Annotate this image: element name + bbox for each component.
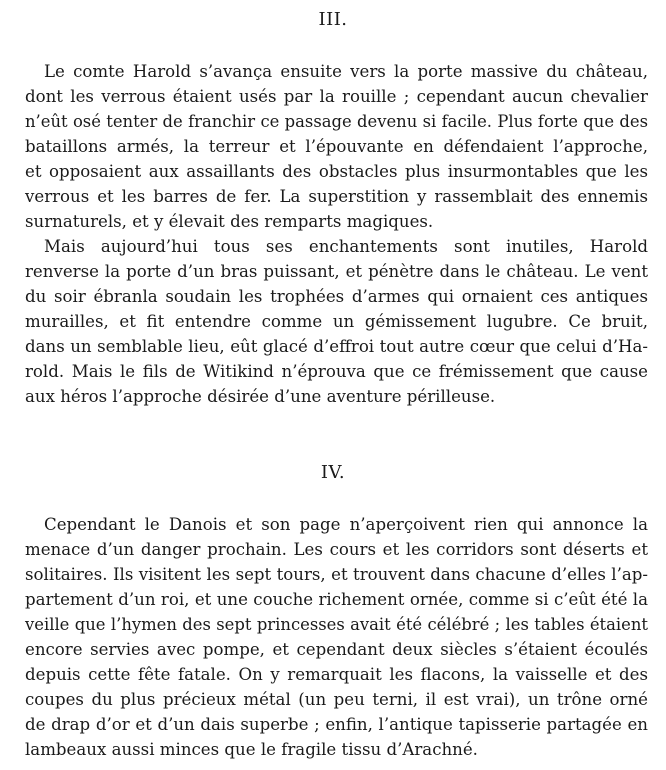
paragraph-line: depuis cette fête fatale. On y remarquait les flacons, la vaisselle et des — [25, 665, 648, 684]
paragraph-line: partement d’un roi, et une couche richement ornée, comme si c’eût été la — [25, 590, 648, 609]
paragraph-line: du soir ébranla soudain les trophées d’armes qui ornaient ces antiques — [25, 287, 648, 306]
paragraph-line: de drap d’or et d’un dais superbe ; enfin, l’antique tapisserie partagée en — [25, 715, 648, 734]
paragraph-line: veille que l’hymen des sept princesses avait été célébré ; les tables étaient — [25, 615, 648, 634]
paragraph-line: n’eût osé tenter de franchir ce passage devenu si facile. Plus forte que des — [25, 112, 648, 131]
paragraph-line: rold. Mais le fils de Witikind n’éprouva que ce frémissement que cause — [25, 362, 648, 381]
paragraph-line: surnaturels, et y élevait des remparts magiques. — [25, 212, 434, 231]
paragraph-line: dans un semblable lieu, eût glacé d’effroi tout autre cœur que celui d’Ha- — [25, 337, 648, 356]
paragraph-line: solitaires. Ils visitent les sept tours, et trouvent dans chacune d’elles l’ap- — [25, 565, 648, 584]
paragraph-line: renverse la porte d’un bras puissant, et pénètre dans le château. Le vent — [25, 262, 648, 281]
paragraph-line: Cependant le Danois et son page n’aperçoivent rien qui annonce la — [44, 515, 648, 534]
paragraph-line: lambeaux aussi minces que le fragile tissu d’Arachné. — [25, 740, 478, 759]
paragraph-line: murailles, et fit entendre comme un gémissement lugubre. Ce bruit, — [25, 312, 648, 331]
paragraph-line: Mais aujourd’hui tous ses enchantements sont inutiles, Harold — [44, 237, 648, 256]
paragraph-line: verrous et les barres de fer. La superstition y rassemblait des ennemis — [25, 187, 648, 206]
paragraph-line: et opposaient aux assaillants des obstacles plus insurmontables que les — [25, 162, 648, 181]
section-heading-3: III. — [318, 9, 348, 30]
paragraph-line: Le comte Harold s’avança ensuite vers la porte massive du château, — [44, 62, 648, 81]
section-heading-4: IV. — [320, 462, 346, 483]
paragraph-line: coupes du plus précieux métal (un peu terni, il est vrai), un trône orné — [25, 690, 648, 709]
paragraph-line: dont les verrous étaient usés par la rouille ; cependant aucun chevalier — [25, 87, 648, 106]
paragraph-line: encore servies avec pompe, et cependant deux siècles s’étaient écoulés — [25, 640, 648, 659]
paragraph-line: aux héros l’approche désirée d’une aventure périlleuse. — [25, 387, 496, 406]
paragraph-line: bataillons armés, la terreur et l’épouvante en défendaient l’approche, — [25, 137, 648, 156]
paragraph-line: menace d’un danger prochain. Les cours et les corridors sont déserts et — [25, 540, 648, 559]
